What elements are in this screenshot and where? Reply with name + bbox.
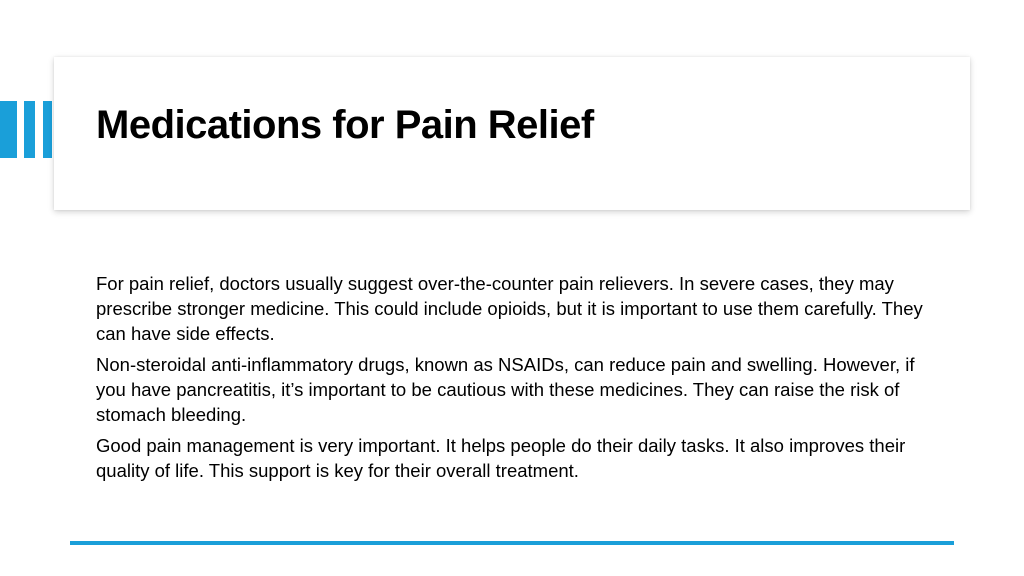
accent-bar <box>0 101 17 158</box>
slide-title: Medications for Pain Relief <box>96 103 594 147</box>
slide-body <box>96 271 926 489</box>
body-paragraph: Non-steroidal anti-inflammatory drugs, known as NSAIDs, can reduce pain and swelling. However, if you have pancreatitis, it’s important to be cautious with these medicines. They can raise the risk of stomach bleeding. <box>96 354 915 425</box>
title-card <box>54 57 970 210</box>
accent-bar <box>43 101 52 158</box>
accent-bar <box>24 101 35 158</box>
accent-bars <box>0 101 54 158</box>
body-paragraph: Good pain management is very important. It helps people do their daily tasks. It also improves their quality of life. This support is key for their overall treatment. <box>96 435 906 481</box>
body-paragraph: For pain relief, doctors usually suggest over-the-counter pain relievers. In severe cases, they may prescribe stronger medicine. This could include opioids, but it is important to use them carefully. They can have side effects. <box>96 273 923 344</box>
bottom-divider <box>70 541 954 545</box>
